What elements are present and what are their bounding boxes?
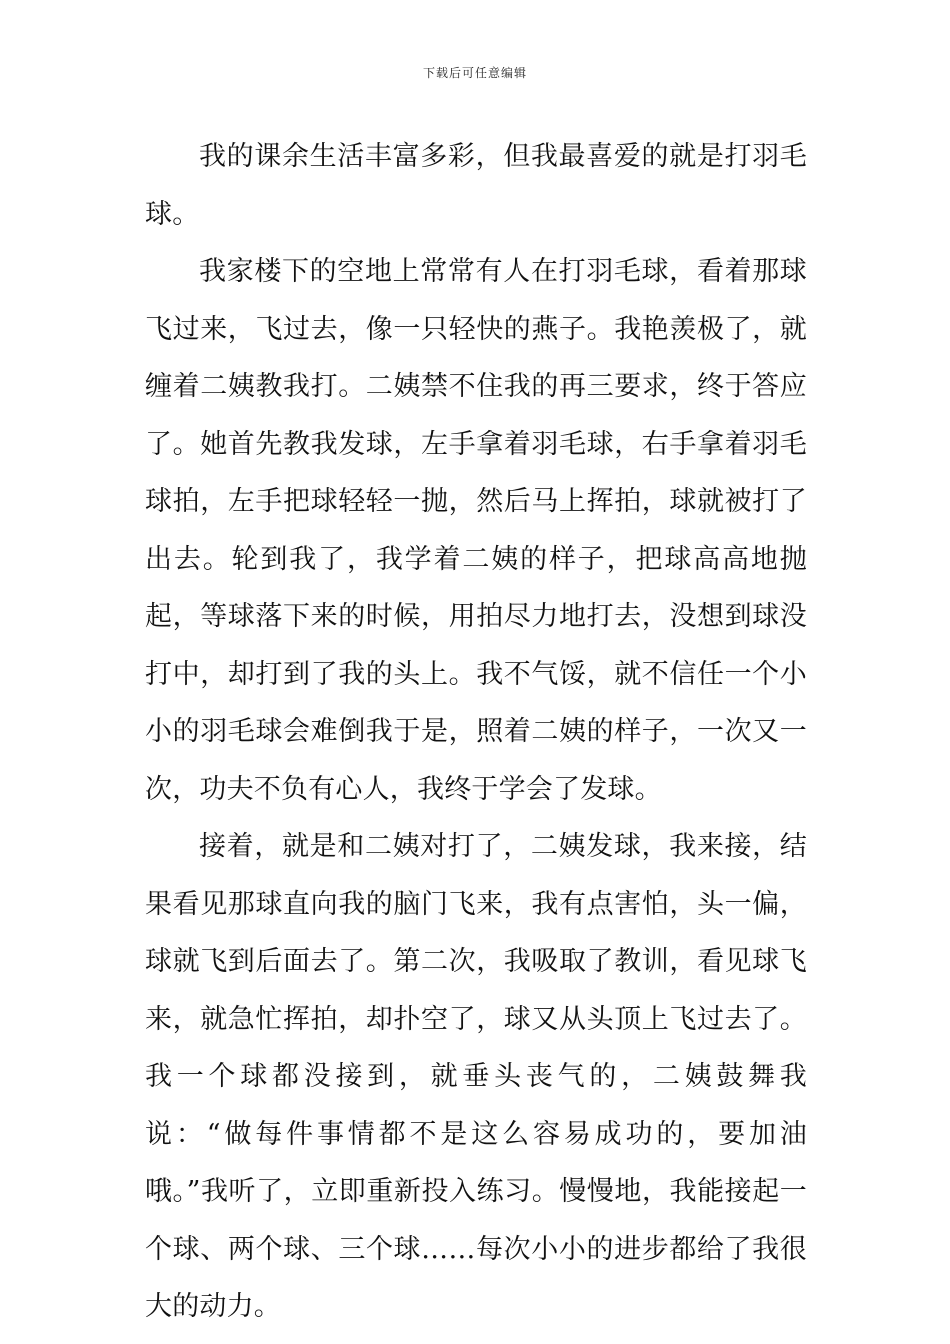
document-body — [145, 128, 807, 1336]
paragraph-3: 接着，就是和二姨对打了，二姨发球，我来接，结果看见那球直向我的脑门飞来，我有点害怕，头一偏，球就飞到后面去了。第二次，我吸取了教训，看见球飞来，就急忙挥拍，却扑空了，球又从头顶上飞过去了。我一个球都没接到，就垂头丧气的，二姨鼓舞我说：“做每件事情都不是这么容易成功的，要加油哦。”我听了，立即重新投入练习。慢慢地，我能接起一个球、两个球、三个球……每次小小的进步都给了我很大的动力。 — [145, 831, 807, 1322]
page-header: 下载后可任意编辑 — [422, 66, 527, 80]
paragraph-1: 我的课余生活丰富多彩，但我最喜爱的就是打羽毛球。 — [145, 141, 807, 230]
paragraph-2: 我家楼下的空地上常常有人在打羽毛球，看着那球飞过来，飞过去，像一只轻快的燕子。我艳羡极了，就缠着二姨教我打。二姨禁不住我的再三要求，终于答应了。她首先教我发球，左手拿着羽毛球，右手拿着羽毛球拍，左手把球轻轻一抛，然后马上挥拍，球就被打了出去。轮到我了，我学着二姨的样子，把球高高地抛起，等球落下来的时候，用拍尽力地打去，没想到球没打中，却打到了我的头上。我不气馁，就不信任一个小小的羽毛球会难倒我于是，照着二姨的样子，一次又一次，功夫不负有心人，我终于学会了发球。 — [145, 256, 807, 805]
